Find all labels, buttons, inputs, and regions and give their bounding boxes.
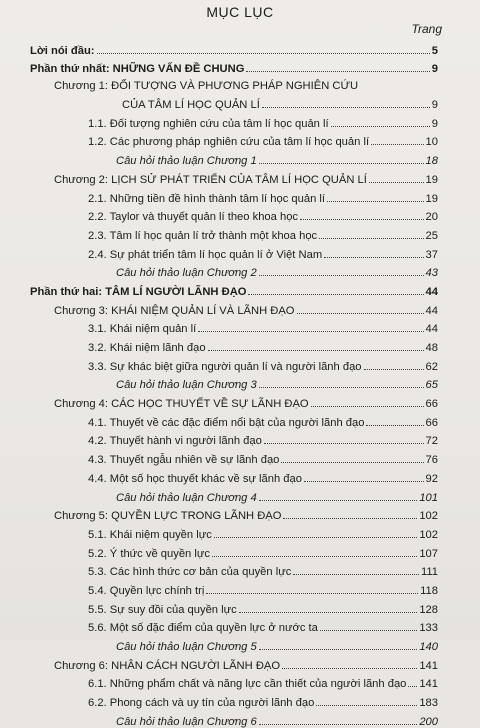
- toc-entry-label: 2.4. Sự phát triển tâm lí học quản lí ở Việt Nam: [88, 248, 323, 261]
- toc-entry-chapter-6[interactable]: [0, 653, 480, 672]
- toc-entry-label: Chương 6: NHÂN CÁCH NGƯỜI LÃNH ĐẠO: [54, 659, 281, 672]
- toc-entry-5-4[interactable]: [0, 578, 480, 597]
- toc-entry-label: Câu hỏi thảo luận Chương 1: [116, 155, 257, 168]
- dot-leader: [297, 313, 424, 314]
- toc-entry-questions-6[interactable]: [0, 709, 480, 728]
- toc-entry-label: Chương 2: LỊCH SỬ PHÁT TRIỂN CỦA TÂM LÍ HỌC QUẢN LÍ: [54, 173, 367, 186]
- toc-entry-label: 4.4. Một số học thuyết khác về sự lãnh đạo: [88, 472, 302, 485]
- toc-entry-label: 5.5. Sự suy đồi của quyền lực: [88, 603, 237, 616]
- toc-entry-page: 102: [419, 510, 438, 523]
- dot-leader: [293, 574, 419, 575]
- toc-entry-page: 19: [425, 192, 438, 205]
- toc-entry-page: 25: [425, 229, 438, 242]
- toc-entry-label: 4.3. Thuyết ngẫu nhiên về sự lãnh đạo: [88, 454, 280, 467]
- toc-entry-label: 3.3. Sự khác biệt giữa người quản lí và người lãnh đạo: [88, 360, 362, 373]
- toc-entry-page: 65: [425, 379, 438, 392]
- dot-leader: [259, 724, 418, 725]
- dot-leader: [331, 126, 430, 127]
- toc-entry-5-3[interactable]: [0, 560, 480, 579]
- toc-entry-page: 111: [420, 566, 438, 579]
- toc-entry-page: 37: [425, 248, 438, 261]
- toc-entry-5-5[interactable]: [0, 597, 480, 616]
- dot-leader: [198, 331, 423, 332]
- dot-leader: [324, 257, 423, 258]
- toc-entry-4-4[interactable]: [0, 466, 480, 485]
- toc-entry-label: Câu hỏi thảo luận Chương 4: [116, 491, 257, 504]
- toc-entry-page: 5: [431, 44, 438, 57]
- toc-entry-4-3[interactable]: [0, 447, 480, 466]
- toc-entry-page: 101: [419, 491, 438, 504]
- toc-entry-page: 118: [420, 584, 438, 597]
- toc-entry-3-3[interactable]: [0, 354, 480, 373]
- toc-entry-1-2[interactable]: [0, 130, 480, 149]
- dot-leader: [264, 443, 424, 444]
- dot-leader: [319, 238, 423, 239]
- toc-entry-page: 43: [425, 267, 438, 280]
- toc-entry-label: Chương 3: KHÁI NIỆM QUẢN LÍ VÀ LÃNH ĐẠO: [54, 304, 295, 317]
- dot-leader: [364, 369, 424, 370]
- toc-entry-label: 6.2. Phong cách và uy tín của người lãnh đạo: [88, 697, 315, 710]
- dot-leader: [283, 518, 417, 519]
- toc-entry-page: 141: [419, 678, 438, 691]
- page-column-header: Trang: [411, 22, 442, 36]
- toc-entry-2-2[interactable]: [0, 205, 480, 224]
- toc-entry-6-2[interactable]: [0, 690, 480, 709]
- toc-entry-questions-3[interactable]: [0, 373, 480, 392]
- dot-leader: [327, 201, 424, 202]
- toc-entry-page: 19: [425, 173, 438, 186]
- toc-entry-part-1[interactable]: [0, 57, 480, 76]
- toc-entry-page: 9: [431, 63, 438, 76]
- dot-leader: [246, 71, 429, 72]
- dot-leader: [304, 481, 424, 482]
- dot-leader: [259, 500, 418, 501]
- dot-leader: [212, 556, 417, 557]
- dot-leader: [408, 686, 417, 687]
- toc-entry-2-4[interactable]: [0, 242, 480, 261]
- toc-entry-chapter-3[interactable]: [0, 298, 480, 317]
- toc-entry-label: 1.2. Các phương pháp nghiên cứu của tâm lí học quản lí: [88, 136, 370, 149]
- toc-entry-page: 140: [419, 641, 438, 653]
- toc-entry-page: 141: [419, 659, 438, 672]
- toc-entry-label: Phần thứ hai: TÂM LÍ NGƯỜI LÃNH ĐẠO: [30, 285, 247, 298]
- dot-leader: [259, 275, 424, 276]
- dot-leader: [366, 425, 423, 426]
- toc-entry-page: 107: [419, 547, 438, 560]
- dot-leader: [259, 163, 424, 164]
- toc-entry-part-2[interactable]: [0, 279, 480, 298]
- toc-entry-label: Chương 1: ĐỐI TƯỢNG VÀ PHƯƠNG PHÁP NGHIÊN CỨU: [54, 80, 359, 93]
- toc-entry-label: Câu hỏi thảo luận Chương 3: [116, 379, 257, 392]
- toc-entry-label: 5.2. Ý thức về quyền lực: [88, 547, 210, 560]
- toc-entry-page: 76: [425, 454, 438, 467]
- toc-entry-page: 10: [425, 136, 438, 149]
- dot-leader: [300, 219, 424, 220]
- dot-leader: [248, 294, 423, 295]
- dot-leader: [311, 406, 424, 407]
- toc-entry-label: 5.4. Quyền lực chính trị: [88, 584, 205, 597]
- dot-leader: [371, 144, 423, 145]
- toc-entry-page: 72: [425, 435, 438, 448]
- toc-entry-page: 9: [431, 99, 438, 112]
- dot-leader: [316, 705, 417, 706]
- toc-entry-questions-5[interactable]: [0, 634, 480, 653]
- toc-entry-label: 5.6. Một số đặc điểm của quyền lực ở nước ta: [88, 622, 318, 635]
- toc-entry-label: Chương 5: QUYỀN LỰC TRONG LÃNH ĐẠO: [54, 510, 282, 523]
- dot-leader: [282, 668, 417, 669]
- toc-entry-5-1[interactable]: [0, 522, 480, 541]
- dot-leader: [259, 649, 418, 650]
- toc-entry-page: 20: [425, 211, 438, 224]
- toc-entry-4-1[interactable]: [0, 410, 480, 429]
- toc-entry-label: 2.2. Taylor và thuyết quản lí theo khoa học: [88, 211, 299, 224]
- dot-leader: [259, 387, 424, 388]
- toc-entry-label: 4.1. Thuyết về các đặc điểm nổi bật của người lãnh đạo: [88, 416, 365, 429]
- toc-entry-page: 66: [425, 416, 438, 429]
- toc-entry-label: 3.2. Khái niệm lãnh đạo: [88, 342, 206, 354]
- toc-entry-6-1[interactable]: [0, 672, 480, 691]
- toc-entry-1-1[interactable]: [0, 111, 480, 130]
- toc-entry-page: 128: [419, 603, 438, 616]
- toc-entry-label: Câu hỏi thảo luận Chương 5: [116, 641, 257, 653]
- toc-entry-label: Phần thứ nhất: NHỮNG VẤN ĐỀ CHUNG: [30, 63, 245, 76]
- toc-entry-page: 183: [419, 697, 438, 710]
- dot-leader: [214, 537, 418, 538]
- toc-entry-page: 18: [425, 155, 438, 168]
- toc-entry-label: Chương 4: CÁC HỌC THUYẾT VỀ SỰ LÃNH ĐẠO: [54, 398, 309, 411]
- toc-entry-page: 9: [431, 117, 438, 130]
- toc-entry-label: Lời nói đầu:: [30, 44, 95, 57]
- dot-leader: [97, 53, 430, 54]
- toc-entry-label: 3.1. Khái niệm quản lí: [88, 323, 197, 336]
- toc-entry-chapter-1[interactable]: [0, 75, 480, 92]
- page-title: MỤC LỤC: [206, 4, 274, 20]
- toc-entry-3-2[interactable]: [0, 335, 480, 354]
- toc-entry-page: 133: [419, 622, 438, 635]
- toc-entry-page: 62: [425, 360, 438, 373]
- dot-leader: [239, 612, 418, 613]
- toc-entry-page: 200: [419, 715, 438, 728]
- toc-entry-chapter-4[interactable]: [0, 391, 480, 410]
- dot-leader: [262, 107, 430, 108]
- toc-entry-label: 2.3. Tâm lí học quản lí trở thành một khoa học: [88, 229, 318, 242]
- toc-entry-page: 92: [425, 472, 438, 485]
- dot-leader: [281, 462, 423, 463]
- toc-entry-preface[interactable]: [0, 38, 480, 57]
- toc-entry-5-6[interactable]: [0, 616, 480, 635]
- toc-entry-4-2[interactable]: [0, 429, 480, 448]
- toc-entry-questions-2[interactable]: [0, 261, 480, 280]
- toc-entry-chapter-2[interactable]: [0, 167, 480, 186]
- toc-entry-3-1[interactable]: [0, 317, 480, 336]
- toc-entry-page: 44: [425, 285, 438, 298]
- dot-leader: [320, 630, 417, 631]
- toc-entry-label: 5.3. Các hình thức cơ bản của quyền lực: [88, 566, 292, 579]
- toc-entry-page: 44: [425, 323, 438, 336]
- toc-entry-label: 4.2. Thuyết hành vi người lãnh đạo: [88, 435, 262, 448]
- toc-entry-page: 48: [425, 342, 438, 354]
- toc-entry-2-3[interactable]: [0, 223, 480, 242]
- toc-entry-page: 102: [419, 528, 438, 541]
- toc-entry-label: 1.1. Đối tượng nghiên cứu của tâm lí học quản lí: [88, 117, 329, 130]
- toc-entry-2-1[interactable]: [0, 186, 480, 205]
- toc-entry-label: Câu hỏi thảo luận Chương 2: [116, 267, 257, 280]
- toc-entry-page: 66: [425, 398, 438, 411]
- toc-entry-questions-1[interactable]: [0, 148, 480, 167]
- toc-entry-label: 6.1. Những phẩm chất và năng lực cần thiết của người lãnh đạo: [88, 678, 407, 691]
- dot-leader: [369, 182, 424, 183]
- toc-entry-page: 44: [425, 304, 438, 317]
- toc-entry-label: Câu hỏi thảo luận Chương 6: [116, 715, 257, 728]
- toc-list: [0, 38, 480, 728]
- dot-leader: [206, 593, 418, 594]
- toc-entry-chapter-5[interactable]: [0, 504, 480, 523]
- toc-entry-5-2[interactable]: [0, 541, 480, 560]
- toc-entry-label: CỦA TÂM LÍ HỌC QUẢN LÍ: [122, 99, 260, 112]
- toc-entry-label: 2.1. Những tiền đề hình thành tâm lí học quản lí: [88, 192, 325, 205]
- dot-leader: [208, 350, 424, 351]
- toc-entry-questions-4[interactable]: [0, 485, 480, 504]
- toc-entry-chapter-1-cont[interactable]: [0, 92, 480, 111]
- toc-entry-label: 5.1. Khái niệm quyền lực: [88, 528, 212, 541]
